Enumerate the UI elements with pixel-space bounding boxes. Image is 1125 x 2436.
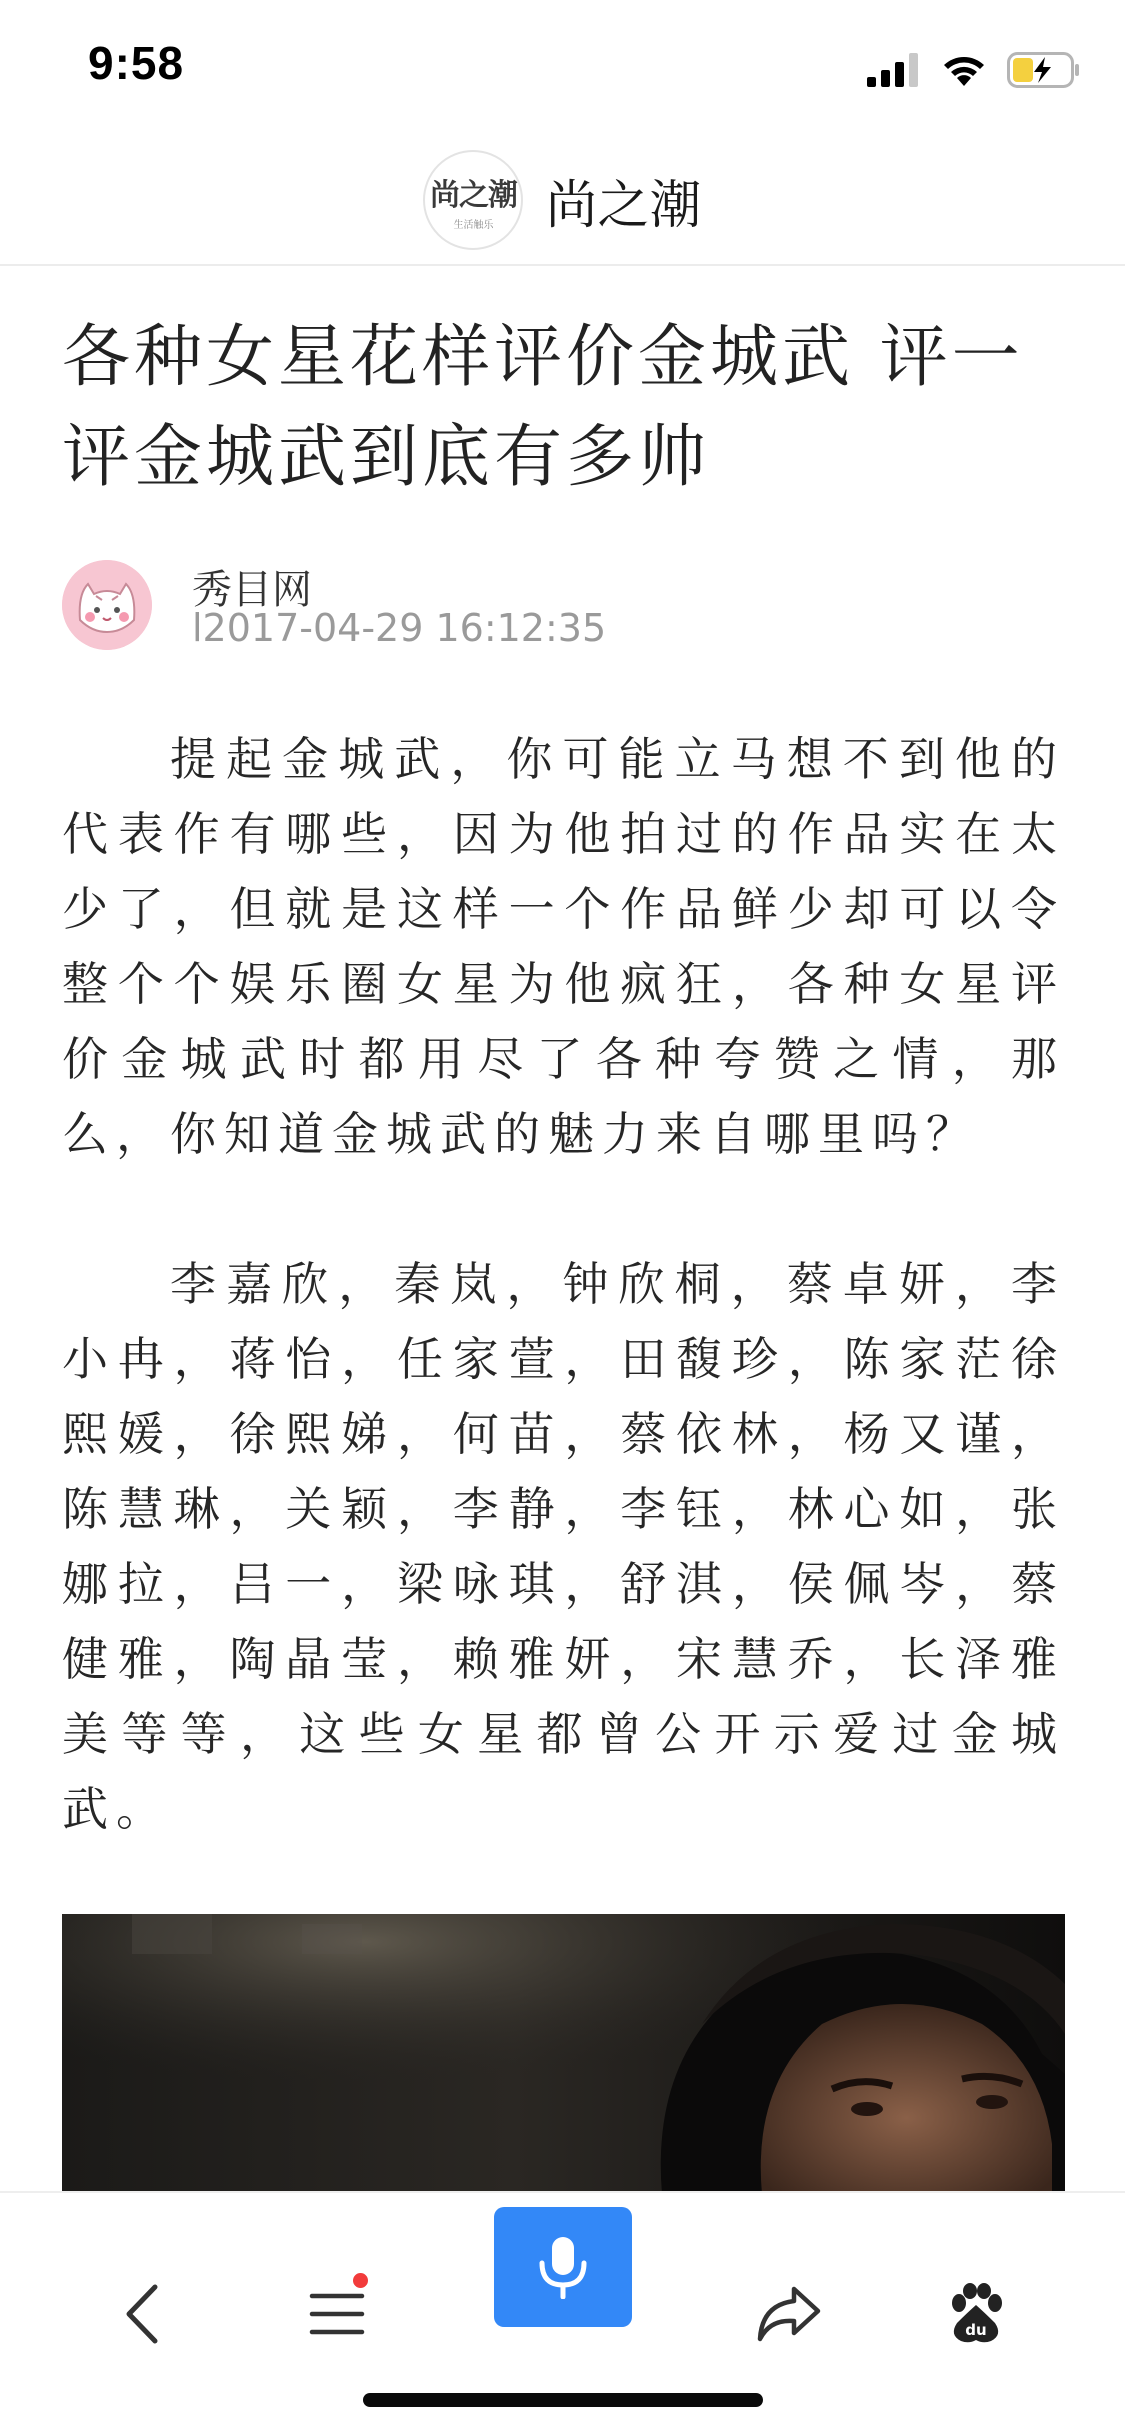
site-name[interactable]: 尚之潮 <box>545 175 702 236</box>
status-icons <box>867 50 1081 90</box>
publish-date: l2017-04-29 16:12:35 <box>192 606 607 650</box>
status-bar <box>0 0 1125 136</box>
back-icon <box>123 2283 163 2345</box>
author-row <box>62 550 1065 650</box>
article-paragraph: 提起金城武，你可能立马想不到他的代表作有哪些，因为他拍过的作品实在太少了，但就是这样一个作品鲜少却可以令整个个娱乐圈女星为他疯狂，各种女星评价金城武时都用尽了各种夸赞之情，那么，你知道金城武的魅力来自哪里吗？ <box>62 732 1065 1161</box>
back-button[interactable] <box>78 2239 208 2389</box>
baidu-button[interactable] <box>911 2239 1041 2389</box>
site-logo[interactable] <box>423 150 523 250</box>
article-photo <box>62 1914 1065 2194</box>
home-indicator[interactable] <box>363 2393 763 2407</box>
article <box>62 266 1065 1847</box>
author-avatar[interactable] <box>62 560 152 650</box>
microphone-icon <box>536 2235 590 2299</box>
share-icon <box>756 2285 822 2343</box>
notification-dot <box>353 2273 368 2288</box>
svg-text:du: du <box>965 2321 987 2339</box>
status-time: 9:58 <box>88 37 185 89</box>
wifi-icon <box>941 53 987 87</box>
menu-icon <box>309 2290 365 2338</box>
article-title: 各种女星花样评价金城武 评一评金城武到底有多帅 <box>62 318 1024 497</box>
cat-avatar-icon <box>62 560 152 650</box>
site-header <box>0 136 1125 266</box>
baidu-du-icon <box>945 2283 1007 2345</box>
logo-text: 尚之潮 <box>429 177 517 213</box>
menu-button[interactable] <box>272 2239 402 2389</box>
signal-icon <box>867 53 921 87</box>
logo-subtext: 生活触乐 <box>453 219 494 231</box>
battery-charging-icon <box>1007 52 1081 88</box>
author-name[interactable]: 秀目网 <box>192 567 312 613</box>
article-image[interactable] <box>62 1914 1065 2194</box>
article-paragraph: 李嘉欣，秦岚，钟欣桐，蔡卓妍，李小冉，蒋怡，任家萱，田馥珍，陈家茫徐熙媛，徐熙娣，何苗，蔡依林，杨又谨，陈慧琳，关颖，李静，李钰，林心如，张娜拉，吕一，梁咏琪，舒淇，侯佩岑，蔡健雅，陶晶莹，赖雅妍，宋慧乔，长泽雅美等等，这些女星都曾公开示爱过金城武。 <box>62 1257 1065 1836</box>
share-button[interactable] <box>724 2239 854 2389</box>
voice-search-button[interactable] <box>494 2207 632 2327</box>
